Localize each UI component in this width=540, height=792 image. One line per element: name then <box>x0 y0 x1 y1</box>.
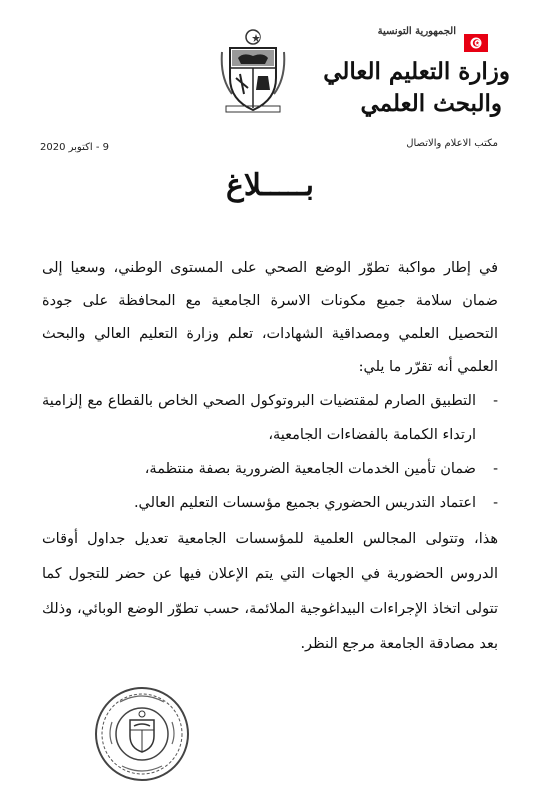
decision-list <box>42 384 498 520</box>
office-label: مكتب الاعلام والاتصال <box>406 138 498 149</box>
list-dash: - <box>493 495 498 511</box>
ministry-name-line1: وزارة التعليم العالي <box>323 58 510 85</box>
list-item-text: التطبيق الصارم لمقتضيات البروتوكول الصحي الخاص بالقطاع مع إلزامية ارتداء الكمامة بالفضاءات الجامعية، <box>42 393 476 443</box>
list-item <box>42 452 498 486</box>
closing-paragraph: هذا، وتتولى المجالس العلمية للمؤسسات الجامعية تعديل جداول أوقات الدروس الحضورية في الجهات التي يتم الإعلان فيها عن حضر للتجول كما تتولى اتخاذ الإجراءات البيداغوجية الملائمة، حسب تطوّر الوضع الوبائي، وذلك بعد مصادقة الجامعة مرجع النظر. <box>42 531 498 652</box>
ministry-header <box>323 24 530 134</box>
document-date: 9 - اكتوبر 2020 <box>40 142 109 153</box>
document-body <box>42 252 498 662</box>
list-dash: - <box>493 461 498 477</box>
ministry-name-line2: والبحث العلمي <box>360 90 502 117</box>
tunisia-coat-of-arms-icon <box>218 28 288 116</box>
intro-paragraph: في إطار مواكبة تطوّر الوضع الصحي على المستوى الوطني، وسعيا إلى ضمان سلامة جميع مكونات الاسرة الجامعية مع المحافظة على جودة التحصيل العلمي ومصداقية الشهادات، تعلم وزارة التعليم العالي والبحث العلمي أنه تقرّر ما يلي: <box>42 260 498 375</box>
list-dash: - <box>493 393 498 409</box>
list-item <box>42 486 498 520</box>
official-seal-icon <box>92 684 192 784</box>
document-title: بـــــلاغ <box>225 168 315 203</box>
republic-label: الجمهورية التونسية <box>377 26 456 37</box>
tunisia-flag-icon <box>464 34 488 52</box>
list-item-text: اعتماد التدريس الحضوري بجميع مؤسسات التعليم العالي. <box>133 495 476 511</box>
list-item <box>42 384 498 452</box>
list-item-text: ضمان تأمين الخدمات الجامعية الضرورية بصفة منتظمة، <box>144 461 476 477</box>
